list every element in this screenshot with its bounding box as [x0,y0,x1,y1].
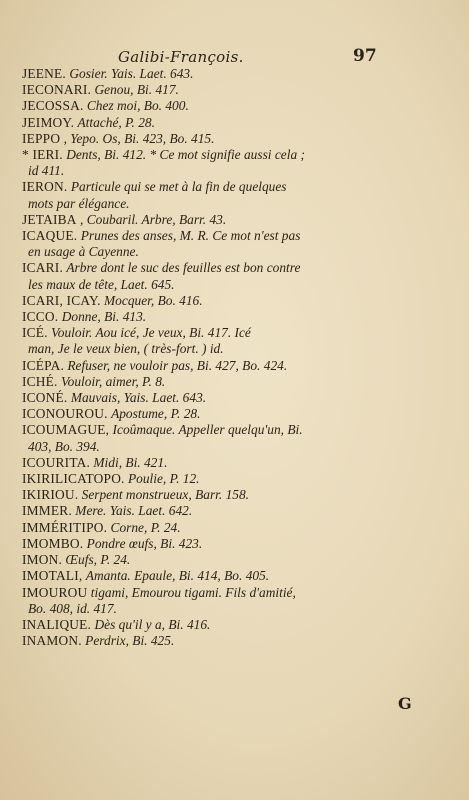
entry-headword: ICHÉ. [22,373,58,389]
entry-continuation: les maux de tête, Laet. 645. [28,276,175,292]
dictionary-entry [22,422,452,454]
entry-continuation: Bo. 408, id. 417. [28,600,117,616]
dictionary-entry [22,552,452,568]
entry-headword: IMOTALI, [22,568,83,584]
dictionary-entry [22,309,452,325]
page-number: 97 [353,46,377,66]
entry-definition: Midi, Bi. 421. [93,454,168,470]
dictionary-entry [22,520,452,536]
entry-headword: IMOUROU [22,584,88,600]
dictionary-entry [22,131,452,147]
dictionary-entry [22,617,452,633]
dictionary-entry [22,98,452,114]
entry-definition: , Coubaril. Arbre, Barr. 43. [80,211,227,227]
entry-definition: Apostume, P. 28. [111,406,201,422]
entry-definition: Refuser, ne vouloir pas, Bi. 427, Bo. 424. [67,357,288,373]
entry-continuation: man, Je le veux bien, ( très-fort. ) id. [28,341,224,357]
entry-headword: ICOUMAGUE, [22,422,110,438]
entry-headword: ICARI, ICAY. [22,292,101,308]
entry-definition: Amanta. Epaule, Bi. 414, Bo. 405. [85,568,270,584]
entry-headword: JEENE. [22,66,66,81]
entry-continuation: 403, Bo. 394. [28,438,100,454]
entry-definition: Pondre œufs, Bi. 423. [86,535,203,551]
entry-headword: JEIMOY. [22,114,75,130]
entry-headword: IMMER. [22,503,72,519]
entry-headword: ICONOUROU. [22,406,108,422]
dictionary-entry [22,455,452,471]
entry-definition: Mocquer, Bo. 416. [104,292,203,308]
entry-definition: Icoûmaque. Appeller quelqu'un, Bi. [112,422,303,438]
dictionary-entry [22,212,452,228]
entry-headword: IERON. [22,179,68,195]
entry-definition: Corne, P. 24. [110,519,181,535]
dictionary-entry [22,358,452,374]
dictionary-entry [22,390,452,406]
entry-definition: Œufs, P. 24. [65,552,131,568]
dictionary-entry [22,585,452,617]
dictionary-entry [22,260,452,292]
entry-headword: JECOSSA. [22,98,84,114]
dictionary-entry [22,115,452,131]
entry-continuation: id 411. [28,163,65,179]
entry-headword: IMON. [22,552,63,568]
dictionary-entry [22,568,452,584]
dictionary-entry [22,503,452,519]
entry-definition: Mauvais, Yais. Laet. 643. [70,390,207,406]
entry-headword: ICARI. [22,260,63,276]
entry-continuation: mots par élégance. [28,195,130,211]
entry-definition: Dès qu'il y a, Bi. 416. [94,616,211,632]
dictionary-entry [22,82,452,98]
entry-headword: IECONARI. [22,82,92,98]
entry-headword: ICCO. [22,309,59,325]
entry-definition: Donne, Bi. 413. [61,309,147,325]
entry-headword: IKIRILICATOPO. [22,471,125,487]
dictionary-entry [22,179,452,211]
catchword: G [398,694,412,713]
entry-definition: Genou, Bi. 417. [94,82,179,98]
dictionary-entry [22,536,452,552]
entry-definition: Vouloir, aimer, P. 8. [60,373,166,389]
entry-headword: ICOURITA. [22,454,91,470]
entry-definition: tigami, Emourou tigami. Fils d'amitié, [90,584,296,600]
entry-definition: Serpent monstrueux, Barr. 158. [81,487,250,503]
entry-definition: Poulie, P. 12. [127,471,200,487]
entry-definition: Prunes des anses, M. R. Ce mot n'est pas [80,228,301,244]
dictionary-entry [22,293,452,309]
running-title: Galibi-François. [118,48,244,66]
entry-definition: Vouloir. Aou icé, Je veux, Bi. 417. Icé [51,325,251,341]
dictionary-entry [22,228,452,260]
entry-definition: Perdrix, Bi. 425. [85,633,175,649]
entry-definition: Arbre dont le suc des feuilles est bon contre [66,260,301,276]
entry-definition: Dents, Bi. 412. * Ce mot signifie aussi cela ; [66,147,305,163]
dictionary-entry [22,147,452,179]
entry-headword: IKIRIOU. [22,487,79,503]
dictionary-entry [22,487,452,503]
dictionary-entry [22,633,452,649]
entry-definition: Mere. Yais. Laet. 642. [75,503,193,519]
entry-headword: ICONÉ. [22,390,68,406]
dictionary-entry [22,374,452,390]
entry-headword: INAMON. [22,633,82,649]
entry-headword: * IERI. [22,147,63,163]
entry-definition: Chez moi, Bo. 400. [86,98,189,114]
entry-headword: JETAIBA [22,211,77,227]
entry-headword: IMOMBO. [22,535,84,551]
dictionary-entry [22,471,452,487]
entry-continuation: en usage à Cayenne. [28,244,139,260]
entry-definition: , Yepo. Os, Bi. 423, Bo. 415. [63,130,215,146]
entry-headword: ICÉ. [22,325,48,341]
entry-definition: Particule qui se met à la fin de quelques [70,179,287,195]
dictionary-entry [22,66,452,82]
entry-headword: IMMÉRITIPO. [22,519,108,535]
dictionary-entry [22,325,452,357]
entry-definition: Gosier. Yais. Laet. 643. [69,66,194,81]
entry-definition: Attaché, P. 28. [77,114,155,130]
entry-headword: ICÉPA. [22,357,65,373]
entry-headword: IEPPO [22,130,61,146]
dictionary-entries [22,66,452,649]
entry-headword: ICAQUE. [22,228,78,244]
dictionary-entry [22,406,452,422]
entry-headword: INALIQUE. [22,616,92,632]
